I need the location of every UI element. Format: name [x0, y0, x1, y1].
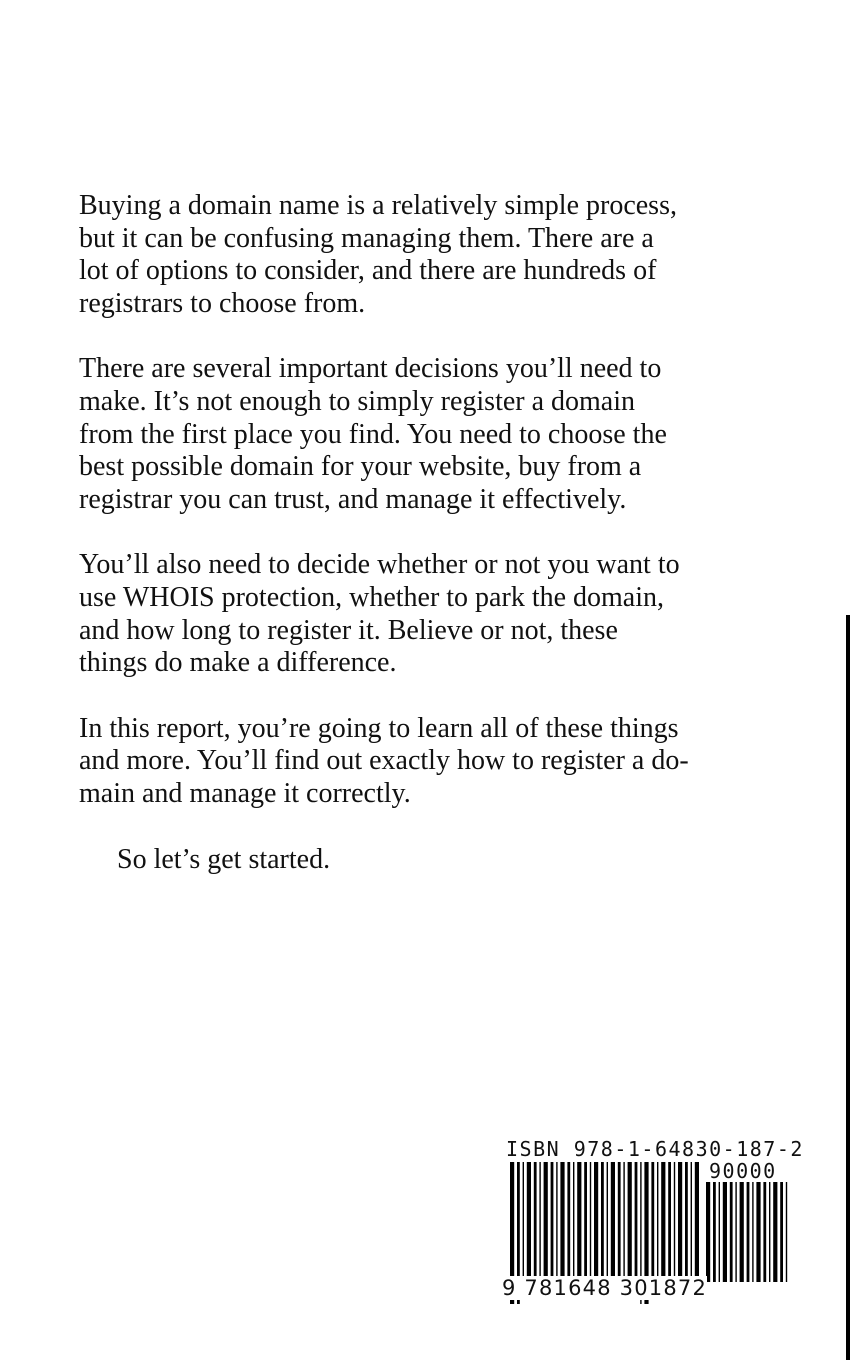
barcode-bar — [706, 1182, 710, 1282]
barcode-bar — [577, 1162, 581, 1290]
barcode-bar — [685, 1162, 688, 1290]
barcode-bar — [651, 1162, 654, 1290]
spine-edge-line — [846, 615, 850, 1360]
barcode-bar — [674, 1162, 675, 1290]
barcode-bar — [780, 1182, 783, 1282]
paragraph-1: Buying a domain name is a relatively simple process, but it can be confusing managing them. There are a lot of options to consider, and there are hundreds of registrars to choose from. — [79, 190, 677, 319]
barcode-bar — [527, 1162, 531, 1290]
barcode-bar — [556, 1162, 557, 1290]
barcode-bar — [691, 1162, 692, 1290]
barcode-bar — [730, 1182, 733, 1282]
barcode-bar — [534, 1162, 537, 1290]
paragraph-3: You’ll also need to decide whether or not you want to use WHOIS protection, whether to park the domain, and how long to register it. Believe or not, these things do make a difference. — [79, 549, 680, 679]
barcode-bar — [695, 1162, 699, 1290]
ean-digits: 9 781648 301872 — [502, 1276, 708, 1300]
barcode-bar — [773, 1182, 777, 1282]
barcode-bar — [628, 1162, 632, 1290]
barcode-bar — [539, 1162, 540, 1290]
price-code: 90000 — [709, 1159, 777, 1183]
barcode-bar — [735, 1182, 736, 1282]
barcode-bar — [623, 1162, 624, 1290]
barcode-bar — [584, 1162, 587, 1290]
paragraph-closing: So let’s get started. — [117, 843, 331, 875]
paragraph-4: In this report, you’re going to learn all of these things and more. You’ll find out exactly how to register a do- main and manage it correctly. — [79, 712, 689, 809]
barcode-bar — [756, 1182, 760, 1282]
barcode-bar — [551, 1162, 554, 1290]
barcode-bar — [763, 1182, 766, 1282]
barcode-bar — [560, 1162, 564, 1290]
barcode-bar — [740, 1182, 744, 1282]
barcode-bar — [523, 1162, 524, 1290]
price-addon-bars — [706, 1182, 790, 1282]
barcode-bar — [594, 1162, 598, 1290]
barcode-bar — [752, 1182, 753, 1282]
barcode-bar — [661, 1162, 665, 1290]
barcode-bar — [618, 1162, 621, 1290]
barcode-bar — [635, 1162, 638, 1290]
barcode-bar — [713, 1182, 716, 1282]
paragraph-2: There are several important decisions you’ll need to make. It’s not enough to simply register a domain from the first place you find. You need to choose the best possible domain for your website, buy from a registrar you can trust, and manage it effectively. — [79, 353, 667, 515]
barcode-bar — [611, 1162, 615, 1290]
barcode-bar — [723, 1182, 727, 1282]
isbn-label: ISBN 978-1-64830-187-2 — [506, 1137, 804, 1161]
barcode-bar — [747, 1182, 750, 1282]
barcode-bar — [657, 1162, 658, 1290]
barcode-bar — [786, 1182, 787, 1282]
barcode-bar — [590, 1162, 591, 1290]
barcode-bar — [567, 1162, 570, 1290]
barcode-bar — [678, 1162, 682, 1290]
barcode-bar — [607, 1162, 608, 1290]
barcode-bar — [544, 1162, 548, 1290]
barcode-bar — [601, 1162, 604, 1290]
barcode-bar — [769, 1182, 770, 1282]
blurb-text — [79, 190, 769, 909]
barcode-bar — [573, 1162, 574, 1290]
barcode-bar — [719, 1182, 720, 1282]
barcode-bar — [668, 1162, 671, 1290]
